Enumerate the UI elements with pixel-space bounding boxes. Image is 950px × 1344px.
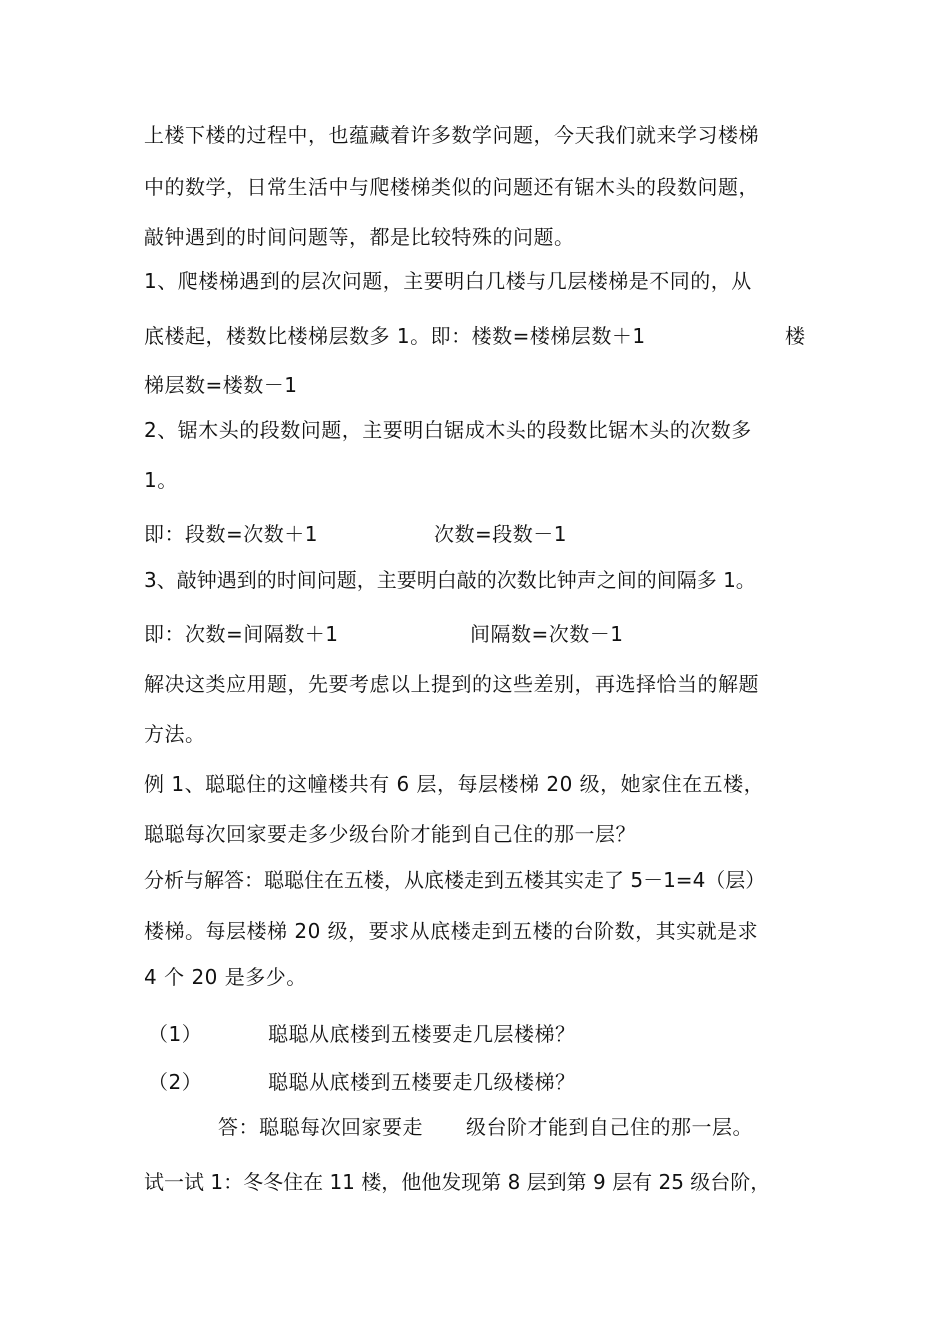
example-1-line-1: 例 1、聪聪住的这幢楼共有 6 层，每层楼梯 20 级，她家住在五楼， [144, 772, 765, 796]
analysis-line-1: 分析与解答：聪聪住在五楼，从底楼走到五楼其实走了 5－1=4（层） [144, 868, 766, 892]
intro-line-2: 中的数学，日常生活中与爬楼梯类似的问题还有锯木头的段数问题， [144, 175, 759, 199]
summary-line-2: 方法。 [144, 722, 206, 746]
answer-suffix: 级台阶才能到自己住的那一层。 [466, 1115, 753, 1139]
point-2-line-2: 1。 [144, 468, 178, 492]
analysis-line-3: 4 个 20 是多少。 [144, 965, 307, 989]
point-1-line-3: 梯层数=楼数－1 [144, 373, 298, 397]
point-3-formula-a: 即：次数=间隔数＋1 [144, 622, 339, 646]
example-1-line-2: 聪聪每次回家要走多少级台阶才能到自己住的那一层？ [144, 822, 636, 846]
try-it-1-line-1: 试一试 1：冬冬住在 11 楼，他他发现第 8 层到第 9 层有 25 级台阶， [144, 1170, 771, 1194]
point-1-line-2-right: 楼 [785, 324, 806, 348]
point-1-line-1: 1、爬楼梯遇到的层次问题，主要明白几楼与几层楼梯是不同的，从 [144, 269, 752, 293]
question-1-text: 聪聪从底楼到五楼要走几层楼梯？ [268, 1022, 576, 1046]
question-2-number: （2） [148, 1070, 203, 1094]
summary-line-1: 解决这类应用题，先要考虑以上提到的这些差别，再选择恰当的解题 [144, 672, 759, 696]
point-3-line-1: 3、敲钟遇到的时间问题，主要明白敲的次数比钟声之间的间隔多 1。 [144, 568, 756, 592]
question-1-number: （1） [148, 1022, 203, 1046]
analysis-line-2: 楼梯。每层楼梯 20 级，要求从底楼走到五楼的台阶数，其实就是求 [144, 919, 759, 943]
point-2-line-1: 2、锯木头的段数问题，主要明白锯成木头的段数比锯木头的次数多 [144, 418, 752, 442]
point-2-formula-a: 即：段数=次数＋1 [144, 522, 318, 546]
intro-line-1: 上楼下楼的过程中，也蕴藏着许多数学问题，今天我们就来学习楼梯 [144, 123, 759, 147]
intro-line-3: 敲钟遇到的时间问题等，都是比较特殊的问题。 [144, 225, 575, 249]
point-3-formula-b: 间隔数=次数－1 [470, 622, 624, 646]
answer-prefix: 答：聪聪每次回家要走 [218, 1115, 423, 1139]
point-2-formula-b: 次数=段数－1 [434, 522, 567, 546]
point-1-line-2: 底楼起，楼数比楼梯层数多 1。即：楼数=楼梯层数＋1 [144, 324, 646, 348]
question-2-text: 聪聪从底楼到五楼要走几级楼梯？ [268, 1070, 576, 1094]
